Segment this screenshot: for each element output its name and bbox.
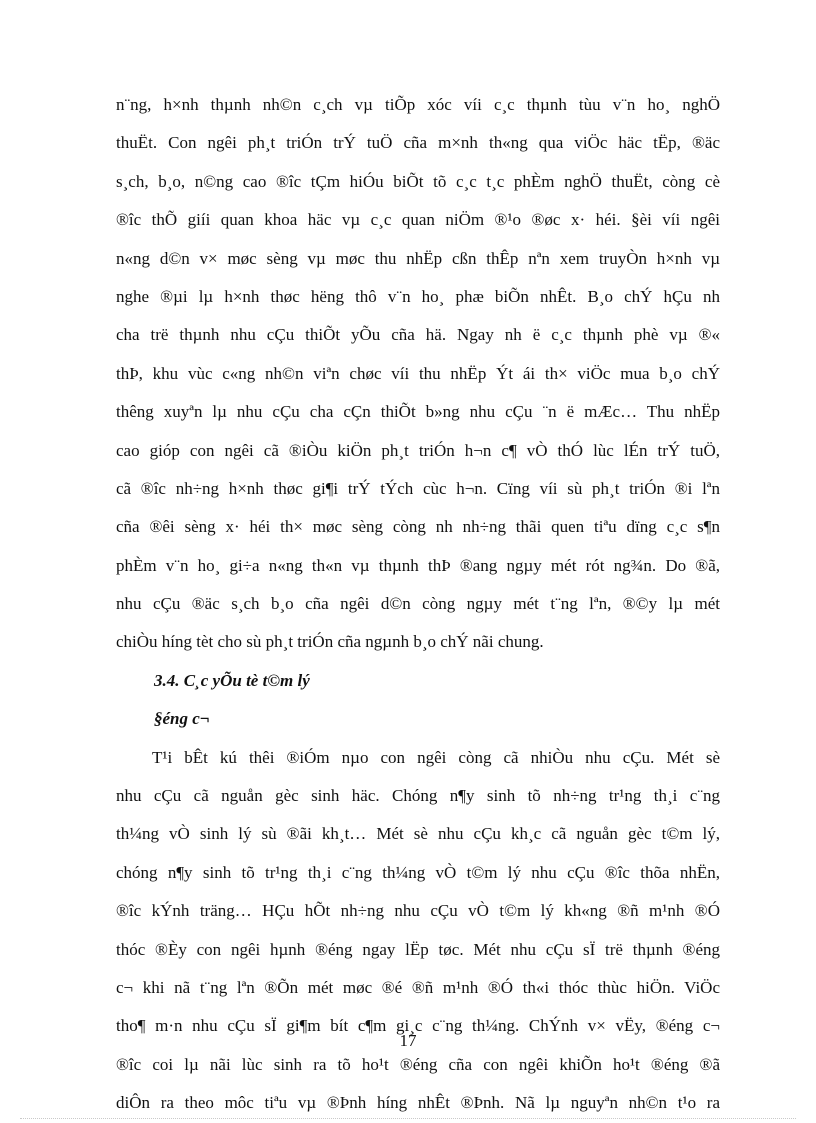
paragraph-line: thóc ®Èy con ngêi hµnh ®éng ngay lËp tøc. Mét nhu cÇu sÏ trë thµnh ®éng xyxy=(116,939,720,959)
paragraph-line: cã ®îc nh÷ng h×nh thøc gi¶i trÝ tÝch cùc h¬n. Cïng víi sù ph¸t triÓn ®i lªn xyxy=(116,478,720,498)
paragraph-line: thÞ, khu vùc c«ng nh©n viªn chøc víi thu nhËp Ýt ái th× viÖc mua b¸o chÝ xyxy=(116,363,720,383)
paragraph-line: nhu cÇu cã nguån gèc sinh häc. Chóng n¶y sinh tõ nh÷ng tr¹ng th¸i c¨ng xyxy=(116,786,720,806)
paragraph-line: chóng n¶y sinh tõ tr¹ng th¸i c¨ng th¼ng vÒ t©m lý nhu cÇu ®îc thõa nhËn, xyxy=(116,862,720,882)
paragraph-line: nghe ®µi lµ h×nh thøc hëng thô v¨n ho¸ phæ biÕn nhÊt. B¸o chÝ hÇu nh xyxy=(116,286,720,306)
body-text xyxy=(116,86,720,1123)
paragraph-line: nhu cÇu ®äc s¸ch b¸o cña ngêi d©n còng ngµy mét t¨ng lªn, ®©y lµ mét xyxy=(116,594,720,614)
paragraph-last-line: chiÒu híng tèt cho sù ph¸t triÓn cña ngµnh b¸o chÝ nãi chung. xyxy=(116,632,544,652)
paragraph-line: cha trë thµnh nhu cÇu thiÕt yÕu cña hä. Ngay nh ë c¸c thµnh phè vµ ®« xyxy=(116,325,720,345)
paragraph-line: tho¶ m·n nhu cÇu sÏ gi¶m bít c¶m gi¸c c¨ng th¼ng. ChÝnh v× vËy, ®éng c¬ xyxy=(116,1016,720,1036)
section-heading: 3.4. C¸c yÕu tè t©m lý xyxy=(154,670,310,690)
paragraph-line: phÈm v¨n ho¸ gi÷a n«ng th«n vµ thµnh thÞ ®ang ngµy mét rót ng¾n. Do ®ã, xyxy=(116,555,720,575)
paragraph-line: diÔn ra theo môc tiªu vµ ®Þnh híng nhÊt ®Þnh. Nã lµ nguyªn nh©n t¹o ra xyxy=(116,1093,720,1113)
paragraph-line: thêng xuyªn lµ nhu cÇu cha cÇn thiÕt b»ng nhu cÇu ¨n ë mÆc… Thu nhËp xyxy=(116,402,720,422)
paragraph-line: ®îc thÕ giíi quan khoa häc vµ c¸c quan niÖm ®¹o ®øc x· héi. §èi víi ngêi xyxy=(116,210,720,230)
paragraph-line: thuËt. Con ngêi ph¸t triÓn trÝ tuÖ cña m×nh th«ng qua viÖc häc tËp, ®äc xyxy=(116,133,720,153)
paragraph-first-line: T¹i bÊt kú thêi ®iÓm nµo con ngêi còng cã nhiÒu nhu cÇu. Mét sè xyxy=(152,747,720,767)
paragraph-line: cña ®êi sèng x· héi th× møc sèng còng nh nh÷ng thãi quen tiªu dïng c¸c s¶n xyxy=(116,517,720,537)
paragraph-line: ®îc coi lµ nãi lùc sinh ra tõ ho¹t ®éng cña con ngêi khiÕn ho¹t ®éng ®ã xyxy=(116,1054,720,1074)
paragraph-line: cao gióp con ngêi cã ®iÒu kiÖn ph¸t triÓn h¬n c¶ vÒ thÓ lùc lÉn trÝ tuÖ, xyxy=(116,440,720,460)
paragraph-line: n¨ng, h×nh thµnh nh©n c¸ch vµ tiÕp xóc víi c¸c thµnh tùu v¨n ho¸ nghÖ xyxy=(116,95,720,114)
page-bottom-divider xyxy=(20,1118,796,1119)
paragraph-line: th¼ng vÒ sinh lý sù ®ãi kh¸t… Mét sè nhu cÇu kh¸c cã nguån gèc t©m lý, xyxy=(116,824,720,844)
paragraph-line: n«ng d©n v× møc sèng vµ møc thu nhËp cßn thÊp nªn xem truyÒn h×nh vµ xyxy=(116,248,720,268)
paragraph-line: ®îc kÝnh träng… HÇu hÕt nh÷ng nhu cÇu vÒ t©m lý kh«ng ®ñ m¹nh ®Ó xyxy=(116,901,720,921)
paragraph-line: s¸ch, b¸o, n©ng cao ®îc tÇm hiÓu biÕt tõ c¸c t¸c phÈm nghÖ thuËt, còng cè xyxy=(116,171,720,191)
page-number: 17 xyxy=(399,1031,417,1050)
subsection-heading: §éng c¬ xyxy=(154,709,211,729)
paragraph-line: c¬ khi nã t¨ng lªn ®Õn mét møc ®é ®ñ m¹nh ®Ó th«i thóc thùc hiÖn. ViÖc xyxy=(116,977,720,997)
